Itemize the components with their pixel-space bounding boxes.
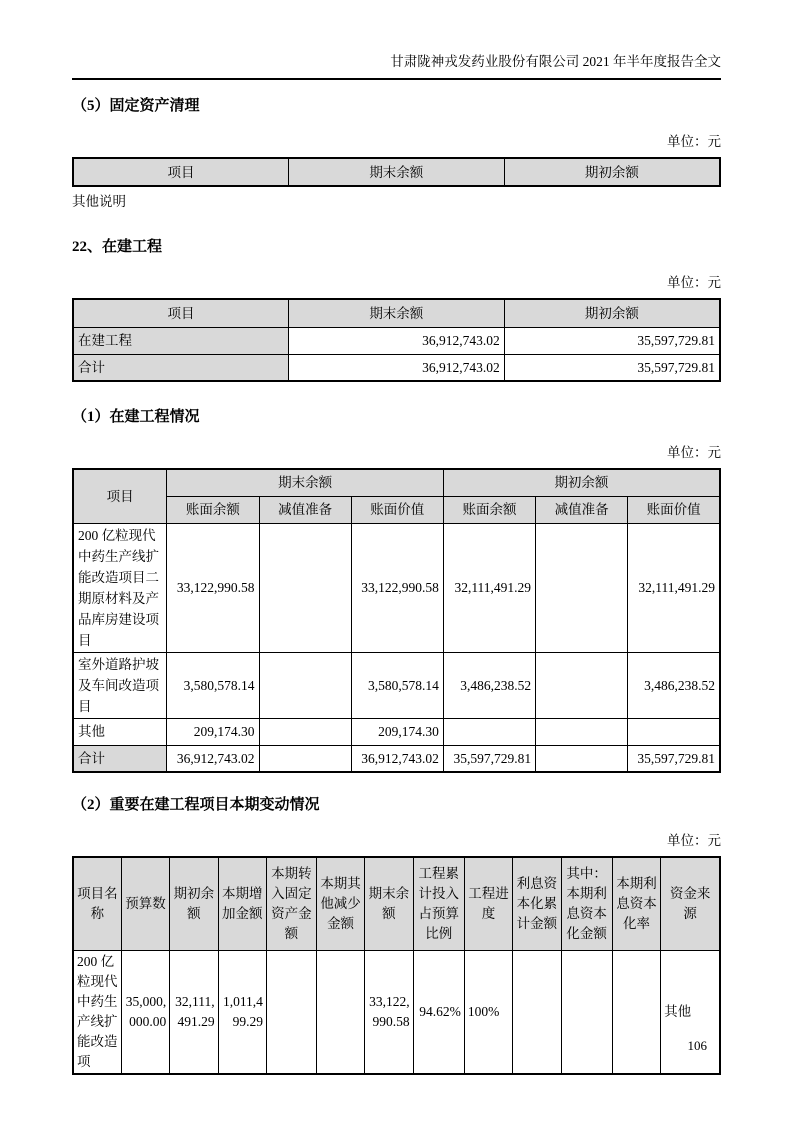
header-cell-beginning-balance: 期初余额 — [504, 299, 720, 327]
row-label: 室外道路护坡及车间改造项目 — [73, 652, 167, 718]
header-cell-other-decrease: 本期其他减少金额 — [316, 857, 364, 950]
header-cell-budget: 预算数 — [121, 857, 169, 950]
cell-value: 36,912,743.02 — [167, 745, 259, 772]
section-22-heading: 22、在建工程 — [72, 239, 163, 255]
cell-value: 36,912,743.02 — [288, 354, 504, 381]
cip-changes-table — [72, 856, 721, 1075]
header-cell-transfer-to-fixed-assets: 本期转入固定资产金额 — [266, 857, 316, 950]
cell-value — [536, 523, 628, 652]
table-row — [73, 718, 720, 745]
section-5-heading: （5）固定资产清理 — [72, 98, 200, 114]
doc-header — [72, 0, 721, 80]
unit-label-3: 单位：元 — [667, 445, 721, 460]
header-cell-ending-balance: 期末余额 — [288, 158, 504, 186]
table-row — [73, 354, 720, 381]
cell-value: 36,912,743.02 — [288, 327, 504, 354]
cell-value: 32,111,491.29 — [628, 523, 720, 652]
cell-value: 33,122,990.58 — [351, 523, 443, 652]
row-label: 其他 — [73, 718, 167, 745]
header-cell-book-value: 账面价值 — [628, 496, 720, 523]
header-cell-book-balance: 账面余额 — [443, 496, 535, 523]
table-header-row-groups — [73, 469, 720, 496]
unit-label-1: 单位：元 — [667, 134, 721, 149]
header-cell-funding-source: 资金来源 — [661, 857, 720, 950]
table-row — [73, 950, 720, 1074]
header-group-ending: 期末余额 — [167, 469, 444, 496]
table-header-row — [73, 857, 720, 950]
header-cell-project: 项目 — [73, 158, 288, 186]
header-cell-progress: 工程进度 — [464, 857, 512, 950]
header-group-beginning: 期初余额 — [443, 469, 720, 496]
header-cell-beginning-balance: 期初余额 — [170, 857, 218, 950]
cell-value: 3,580,578.14 — [351, 652, 443, 718]
cell-value — [536, 745, 628, 772]
header-cell-book-balance: 账面余额 — [167, 496, 259, 523]
cell-value: 35,597,729.81 — [504, 327, 720, 354]
cell-value — [513, 950, 561, 1074]
unit-label-2: 单位：元 — [667, 275, 721, 290]
cell-value: 35,597,729.81 — [443, 745, 535, 772]
header-cell-beginning-balance: 期初余额 — [504, 158, 720, 186]
cip-summary-table — [72, 298, 721, 382]
cell-value — [259, 718, 351, 745]
header-cell-increase: 本期增加金额 — [218, 857, 266, 950]
header-cell-capitalized-interest-period: 其中：本期利息资本化金额 — [561, 857, 612, 950]
row-label: 合计 — [73, 354, 288, 381]
cell-value: 3,486,238.52 — [628, 652, 720, 718]
header-cell-book-value: 账面价值 — [351, 496, 443, 523]
header-cell-project: 项目 — [73, 469, 167, 523]
cell-value: 36,912,743.02 — [351, 745, 443, 772]
cell-value: 94.62% — [413, 950, 464, 1074]
table-header-row — [73, 299, 720, 327]
cell-value — [259, 745, 351, 772]
section-22-2-heading: （2）重要在建工程项目本期变动情况 — [72, 797, 320, 813]
row-label-total: 合计 — [73, 745, 167, 772]
cell-value — [259, 652, 351, 718]
cell-value — [536, 718, 628, 745]
table-total-row — [73, 745, 720, 772]
header-cell-ending-balance: 期末余额 — [365, 857, 413, 950]
cell-value: 32,111,491.29 — [443, 523, 535, 652]
unit-label-4: 单位：元 — [667, 833, 721, 848]
table-row — [73, 652, 720, 718]
cell-value — [612, 950, 660, 1074]
cell-value: 35,597,729.81 — [628, 745, 720, 772]
header-cell-impairment: 减值准备 — [259, 496, 351, 523]
header-cell-project: 项目 — [73, 299, 288, 327]
header-cell-impairment: 减值准备 — [536, 496, 628, 523]
cell-value — [266, 950, 316, 1074]
cell-value — [628, 718, 720, 745]
row-label: 200 亿粒现代中药生产线扩能改造项 — [73, 950, 121, 1074]
page-number: 106 — [687, 1038, 707, 1053]
cell-value — [561, 950, 612, 1074]
cell-value: 209,174.30 — [351, 718, 443, 745]
page-content — [72, 95, 721, 1075]
row-label: 在建工程 — [73, 327, 288, 354]
cip-detail-table — [72, 468, 721, 773]
cell-value — [443, 718, 535, 745]
cell-value: 35,597,729.81 — [504, 354, 720, 381]
cell-value: 33,122,990.58 — [365, 950, 413, 1074]
cell-value: 33,122,990.58 — [167, 523, 259, 652]
cell-value: 3,486,238.52 — [443, 652, 535, 718]
cell-value: 35,000,000.00 — [121, 950, 169, 1074]
cell-value — [259, 523, 351, 652]
table-row — [73, 327, 720, 354]
header-cell-capitalized-interest-cumulative: 利息资本化累计金额 — [513, 857, 561, 950]
header-cell-investment-ratio: 工程累计投入占预算比例 — [413, 857, 464, 950]
table-header-row-sub — [73, 496, 720, 523]
doc-header-title: 甘肃陇神戎发药业股份有限公司 2021 年半年度报告全文 — [390, 54, 721, 69]
header-cell-project-name: 项目名称 — [73, 857, 121, 950]
cell-value: 209,174.30 — [167, 718, 259, 745]
cell-value — [316, 950, 364, 1074]
row-label: 200 亿粒现代中药生产线扩能改造项目二期原材料及产品库房建设项目 — [73, 523, 167, 652]
cell-value: 3,580,578.14 — [167, 652, 259, 718]
cell-value: 1,011,499.29 — [218, 950, 266, 1074]
table-header-row — [73, 158, 720, 186]
cell-value: 100% — [464, 950, 512, 1074]
other-note: 其他说明 — [72, 194, 126, 209]
header-cell-capitalization-rate: 本期利息资本化率 — [612, 857, 660, 950]
section-22-1-heading: （1）在建工程情况 — [72, 409, 200, 425]
table-row — [73, 523, 720, 652]
cell-value: 其他 — [661, 950, 720, 1074]
header-cell-ending-balance: 期末余额 — [288, 299, 504, 327]
cell-value: 32,111,491.29 — [170, 950, 218, 1074]
cell-value — [536, 652, 628, 718]
fixed-asset-cleanup-table — [72, 157, 721, 187]
